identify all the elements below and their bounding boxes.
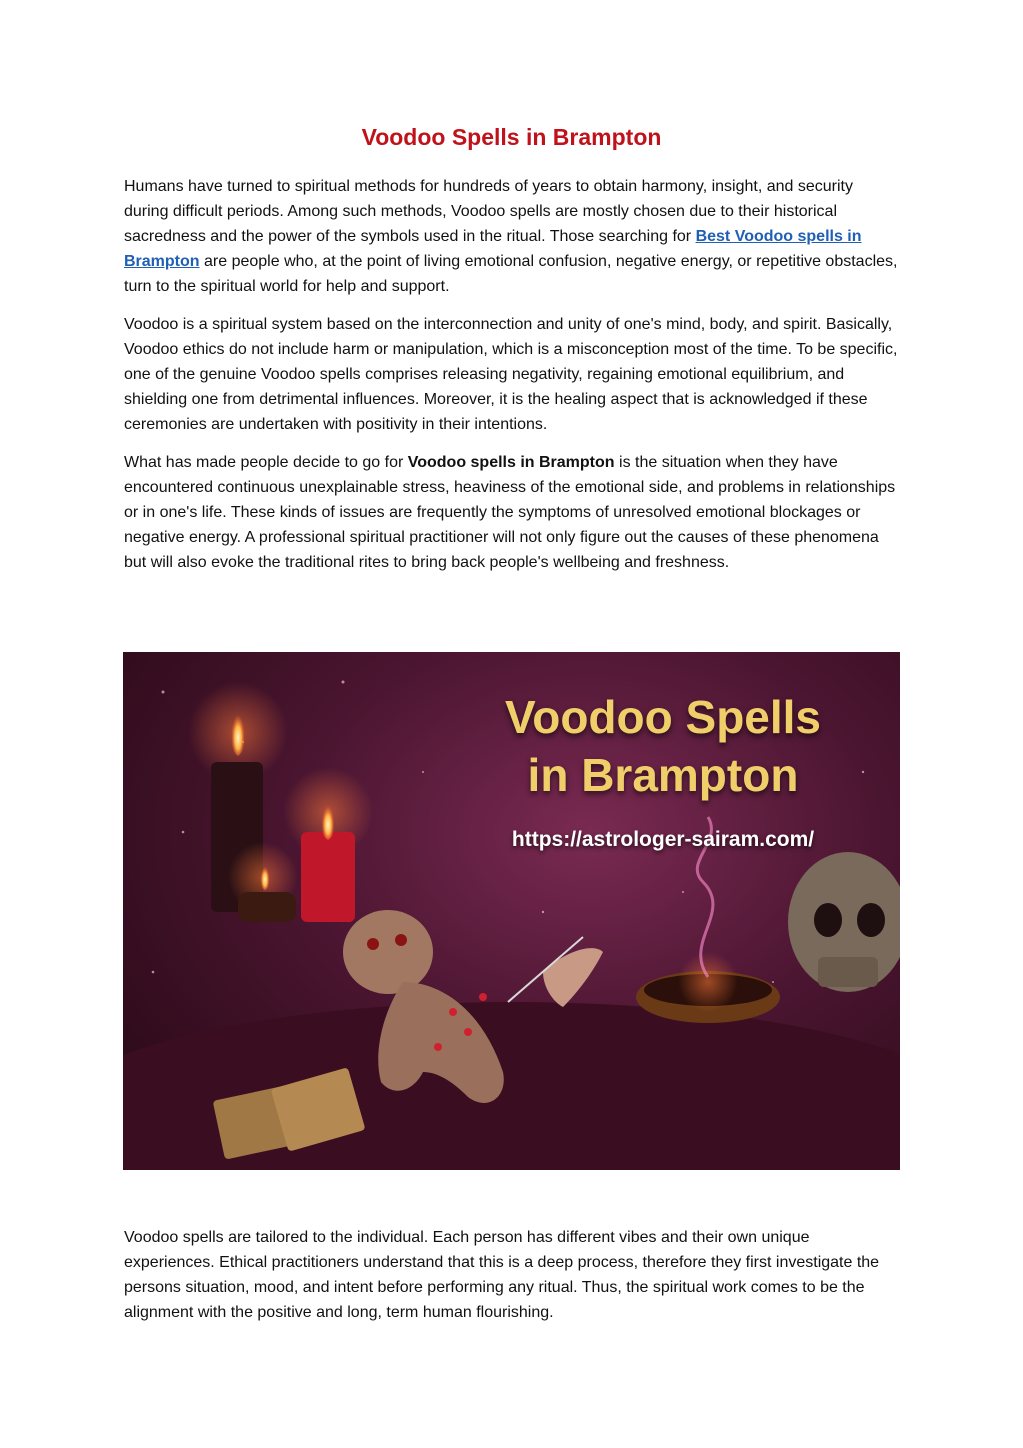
why-text-before: What has made people decide to go for (124, 454, 408, 471)
banner-title-line1: Voodoo Spells (504, 691, 822, 743)
small-candle (238, 892, 296, 922)
skull (788, 852, 900, 992)
intro-paragraph (124, 174, 900, 299)
candle-group (188, 682, 373, 922)
banner-url: https://astrologer-sairam.com/ (511, 828, 815, 851)
voodoo-system-paragraph: Voodoo is a spiritual system based on the interconnection and unity of one's mind, body, and spirit. Basically, Voodoo ethics do not include harm or manipulation, which is a misconception most of the time. To be specific, one of the genuine Voodoo spells comprises releasing negativity, regaining emotional equilibrium, and shielding one from detrimental influences. Moreover, it is the healing aspect that is acknowledged if these ceremonies are undertaken with positivity in their intentions. (124, 316, 898, 433)
banner-image (123, 652, 900, 1170)
intro-text-before: Humans have turned to spiritual methods for hundreds of years to obtain harmony, insight, and security during difficult periods. Among such methods, Voodoo spells are mostly chosen due to their historical sacredness and the power of the symbols used in the ritual. Those searching for (124, 178, 853, 245)
tailored-paragraph: Voodoo spells are tailored to the individual. Each person has different vibes and their own unique experiences. Ethical practitioners understand that this is a deep process, therefore they first investigate the persons situation, mood, and intent before performing any ritual. Thus, the spiritual work comes to be the alignment with the positive and long, term human flourishing. (124, 1229, 880, 1321)
intro-text-after: are people who, at the point of living emotional confusion, negative energy, or repetitive obstacles, turn to the spiritual world for help and support. (124, 253, 898, 295)
why-people-paragraph (124, 450, 900, 575)
page-title: Voodoo Spells in Brampton (361, 124, 662, 150)
banner-title (453, 688, 873, 804)
why-bold-keyword: Voodoo spells in Brampton (407, 454, 615, 471)
why-text-after: is the situation when they have encountered continuous unexplainable stress, heaviness of the emotional side, and problems in relationships or in one's life. These kinds of issues are frequently the symptoms of unresolved emotional blockages or negative energy. A professional spiritual practitioner will not only figure out the causes of these phenomena but will also evoke the traditional rites to bring back people's wellbeing and freshness. (124, 454, 896, 571)
best-voodoo-spells-link[interactable]: Best Voodoo spells in Brampton (124, 228, 862, 270)
banner-title-line2: in Brampton (527, 749, 799, 801)
red-candle (301, 832, 355, 922)
hand (543, 948, 603, 1007)
